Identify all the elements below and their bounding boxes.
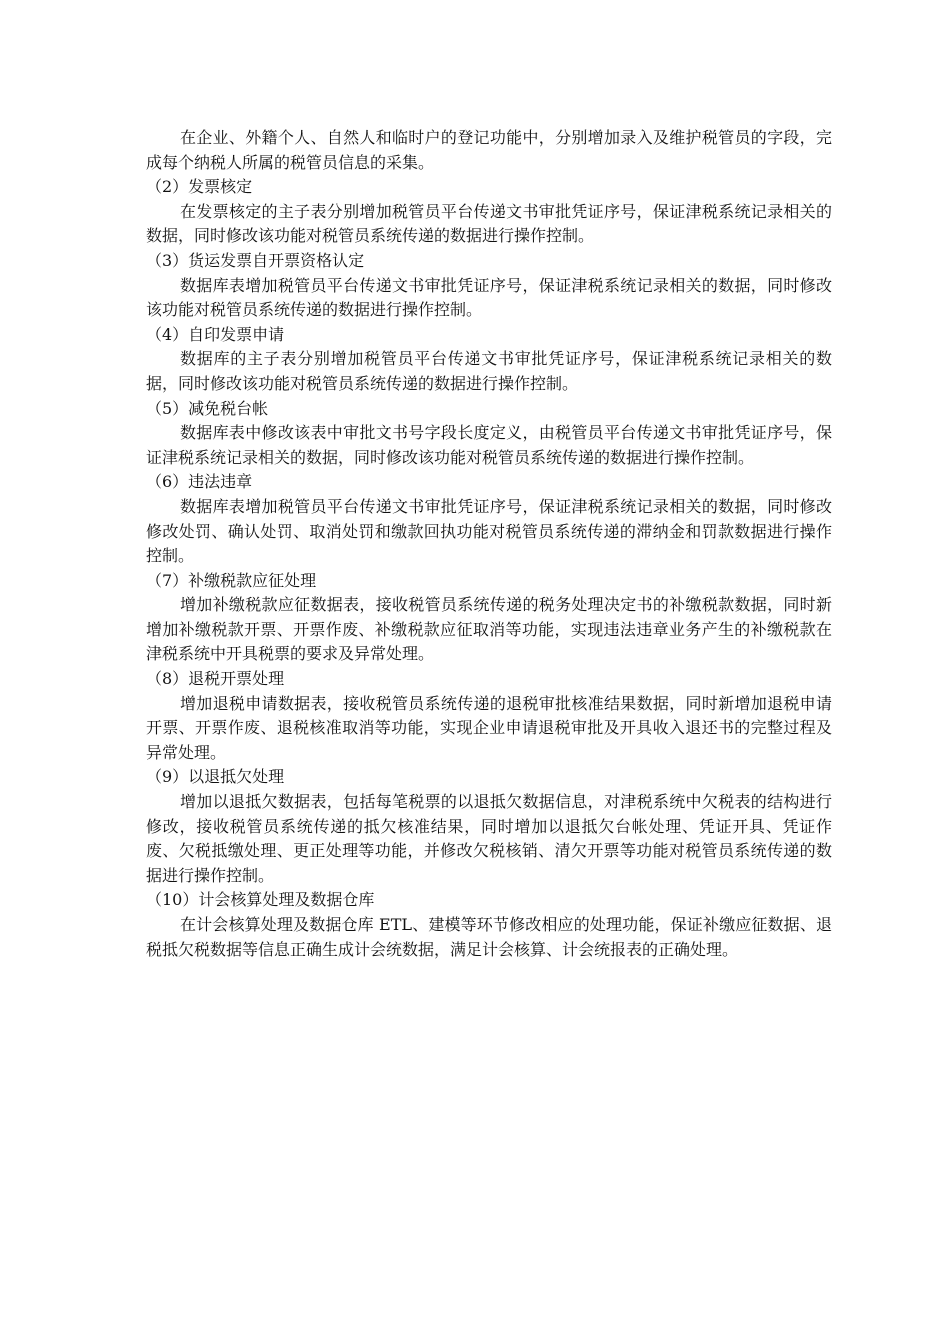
- heading-tax-refund: （8）退税开票处理: [146, 669, 285, 689]
- heading-supplementary-tax: （7）补缴税款应征处理: [146, 570, 317, 590]
- paragraph-invoice-approval: 在发票核定的主子表分别增加税管员平台传递文书审批凭证序号，保证津税系统记录相关的数据，同时修改该功能对税管员系统传递的数据进行操作控制。: [146, 201, 832, 246]
- paragraph-violations: 数据库表增加税管员平台传递文书审批凭证序号，保证津税系统记录相关的数据，同时修改修改处罚、确认处罚、取消处罚和缴款回执功能对税管员系统传递的滞纳金和罚款数据进行操作控制。: [146, 496, 832, 566]
- heading-self-print-invoice: （4）自印发票申请: [146, 324, 285, 344]
- paragraph-registration: 在企业、外籍个人、自然人和临时户的登记功能中，分别增加录入及维护税管员的字段，完成每个纳税人所属的税管员信息的采集。: [146, 128, 832, 172]
- heading-violations: （6）违法违章: [146, 472, 253, 492]
- paragraph-self-print-invoice: 数据库的主子表分别增加税管员平台传递文书审批凭证序号，保证津税系统记录相关的数据，同时修改该功能对税管员系统传递的数据进行操作控制。: [146, 349, 832, 393]
- paragraph-freight-invoice: 数据库表增加税管员平台传递文书审批凭证序号，保证津税系统记录相关的数据，同时修改该功能对税管员系统传递的数据进行操作控制。: [146, 275, 832, 320]
- paragraph-tax-refund: 增加退税申请数据表，接收税管员系统传递的退税审批核准结果数据，同时新增加退税申请开票、开票作废、退税核准取消等功能，实现企业申请退税审批及开具收入退还书的完整过程及异常处理。: [146, 693, 832, 762]
- heading-invoice-approval: （2）发票核定: [146, 177, 253, 197]
- heading-freight-invoice: （3）货运发票自开票资格认定: [146, 250, 365, 270]
- document-body: [146, 126, 832, 962]
- heading-refund-offset: （9）以退抵欠处理: [146, 767, 285, 787]
- paragraph-supplementary-tax: 增加补缴税款应征数据表，接收税管员系统传递的税务处理决定书的补缴税款数据，同时新增加补缴税款开票、开票作废、补缴税款应征取消等功能，实现违法违章业务产生的补缴税款在津税系统中开具税票的要求及异常处理。: [146, 595, 832, 664]
- heading-accounting-warehouse: （10）计会核算处理及数据仓库: [146, 890, 375, 910]
- heading-tax-exemption-ledger: （5）减免税台帐: [146, 398, 269, 418]
- paragraph-accounting-warehouse: 在计会核算处理及数据仓库 ETL、建模等环节修改相应的处理功能，保证补缴应征数据、退税抵欠税数据等信息正确生成计会统数据，满足计会核算、计会统报表的正确处理。: [146, 915, 832, 959]
- paragraph-refund-offset: 增加以退抵欠数据表，包括每笔税票的以退抵欠数据信息，对津税系统中欠税表的结构进行修改，接收税管员系统传递的抵欠核准结果，同时增加以退抵欠台帐处理、凭证开具、凭证作废、欠税抵缴处理、更正处理等功能，并修改欠税核销、清欠开票等功能对税管员系统传递的数据进行操作控制。: [146, 792, 832, 885]
- paragraph-tax-exemption-ledger: 数据库表中修改该表中审批文书号字段长度定义，由税管员平台传递文书审批凭证序号，保证津税系统记录相关的数据，同时修改该功能对税管员系统传递的数据进行操作控制。: [146, 423, 832, 467]
